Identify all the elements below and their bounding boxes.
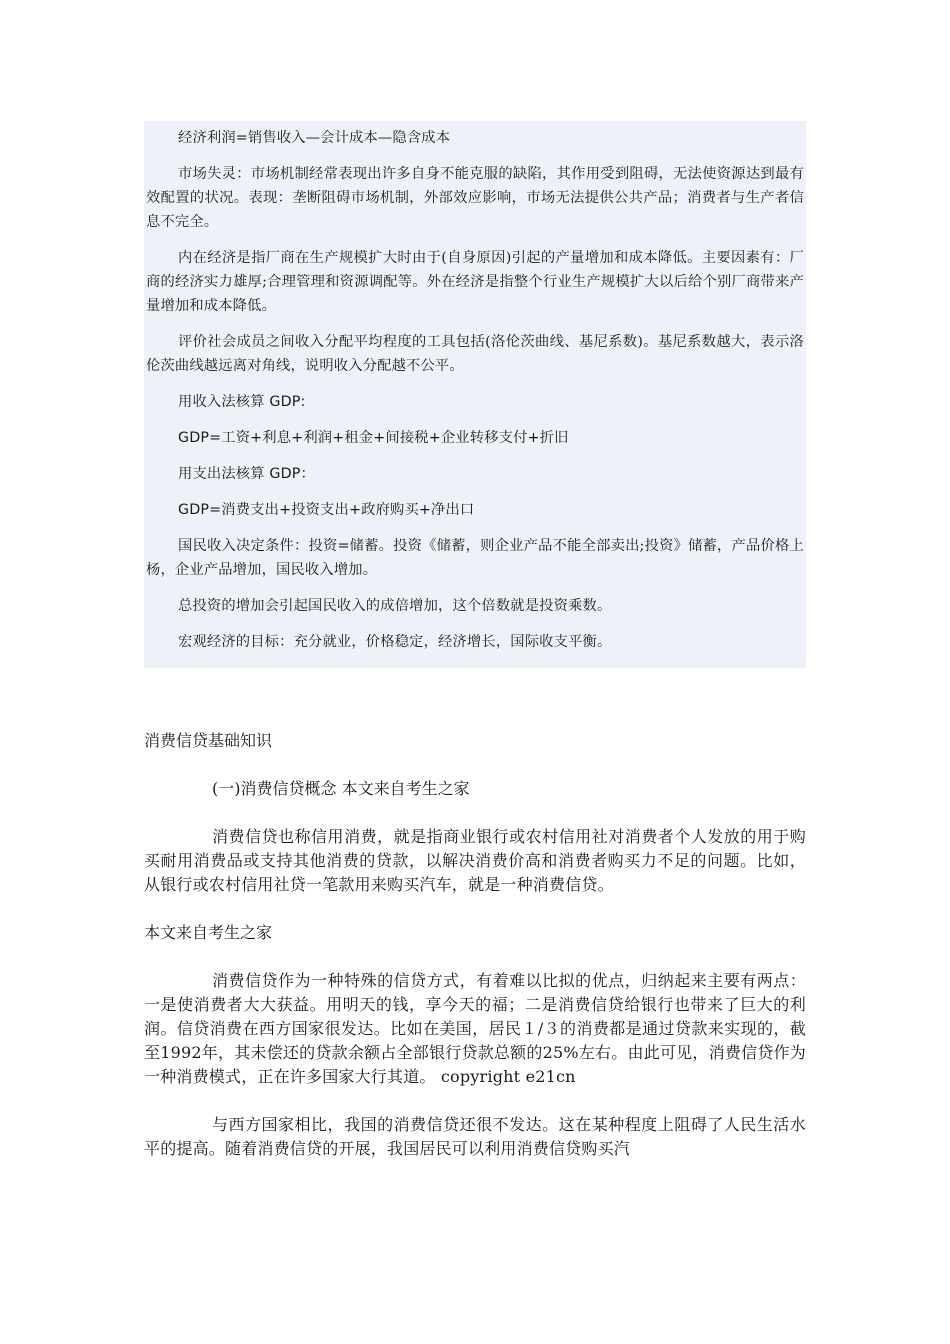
notes-paragraph-national-income-condition: 国民收入决定条件：投资=储蓄。投资《储蓄，则企业产品不能全部卖出;投资》储蓄，产品价格上杨，企业产品增加，国民收入增加。 [146, 538, 804, 578]
notes-paragraph-income-approach-label: 用收入法核算 GDP: [178, 394, 306, 410]
notes-paragraph-income-distribution: 评价社会成员之间收入分配平均程度的工具包括(洛伦茨曲线、基尼系数)。基尼系数越大，表示洛伦茨曲线越远离对角线，说明收入分配越不公平。 [146, 334, 804, 374]
notes-paragraph-investment-multiplier: 总投资的增加会引起国民收入的成倍增加，这个倍数就是投资乘数。 [178, 598, 612, 614]
notes-paragraph-economic-profit: 经济利润=销售收入—会计成本—隐含成本 [178, 130, 451, 146]
notes-paragraph-economies-of-scale: 内在经济是指厂商在生产规模扩大时由于(自身原因)引起的产量增加和成本降低。主要因素有：厂商的经济实力雄厚;合理管理和资源调配等。外在经济是指整个行业生产规模扩大以后给个别厂商带来产量增加和成本降低。 [146, 250, 804, 314]
notes-paragraph-income-approach-formula: GDP=工资+利息+利润+租金+间接税+企业转移支付+折旧 [178, 430, 569, 446]
notes-paragraph-macro-goals: 宏观经济的目标：充分就业，价格稳定，经济增长，国际收支平衡。 [178, 634, 612, 650]
article-subheading: (一)消费信贷概念 本文来自考生之家 [212, 779, 470, 798]
consumer-credit-article [144, 729, 806, 1161]
article-heading: 消费信贷基础知识 [144, 731, 273, 750]
notes-paragraph-expenditure-approach-label: 用支出法核算 GDP： [178, 466, 315, 482]
notes-paragraph-market-failure: 市场失灵：市场机制经常表现出许多自身不能克服的缺陷，其作用受到阻碍，无法使资源达到最有效配置的状况。表现：垄断阻碍市场机制，外部效应影响，市场无法提供公共产品；消费者与生产者信息不完全。 [146, 166, 804, 230]
notes-paragraph-expenditure-approach-formula: GDP=消费支出+投资支出+政府购买+净出口 [178, 502, 475, 518]
article-paragraph-advantages: 消费信贷作为一种特殊的信贷方式，有着难以比拟的优点，归纳起来主要有两点：一是使消费者大大获益。用明天的钱，享今天的福；二是消费信贷给银行也带来了巨大的利润。信贷消费在西方国家很发达。比如在美国，居民１/３的消费都是通过贷款来实现的，截至1992年，其未偿还的贷款余额占全部银行贷款总额的25%左右。由此可见，消费信贷作为一种消费模式，正在许多国家大行其道。 copyright e21cn [144, 971, 806, 1086]
article-paragraph-china-comparison: 与西方国家相比，我国的消费信贷还很不发达。这在某种程度上阻碍了人民生活水平的提高。随着消费信贷的开展，我国居民可以利用消费信贷购买汽 [144, 1115, 806, 1158]
article-source-note: 本文来自考生之家 [144, 923, 273, 942]
study-notes-block [144, 121, 806, 668]
article-paragraph-definition: 消费信贷也称信用消费，就是指商业银行或农村信用社对消费者个人发放的用于购买耐用消费品或支持其他消费的贷款，以解决消费价高和消费者购买力不足的问题。比如，从银行或农村信用社贷一笔款用来购买汽车，就是一种消费信贷。 [144, 827, 806, 894]
